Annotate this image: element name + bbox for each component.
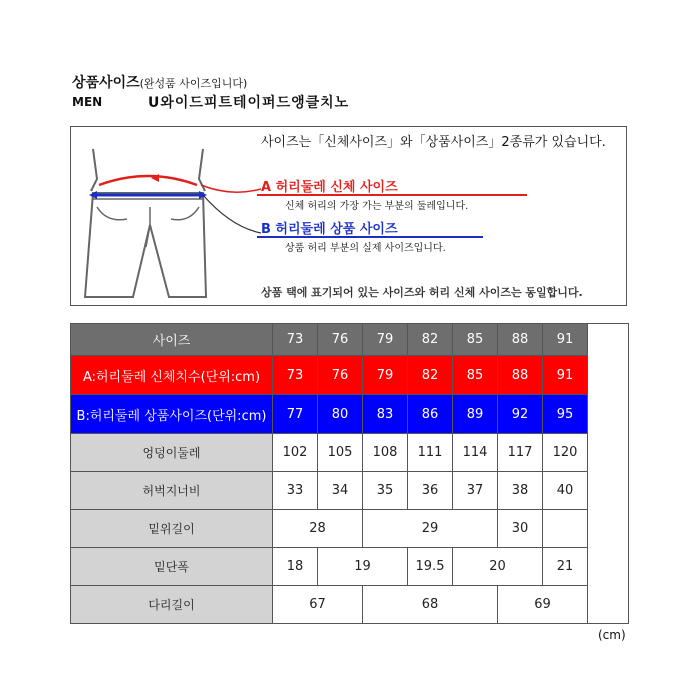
value-cell: 102 [273,434,318,472]
value-cell: 30 [498,510,543,548]
value-cell: 82 [408,356,453,395]
table-row-rise [71,510,629,548]
value-cell: 86 [408,395,453,434]
guide-b-underline [257,235,483,239]
guide-a-description: 신체 허리의 가장 가는 부분의 둘레입니다. [285,201,469,212]
row-label: 다리길이 [71,586,273,624]
table-row-body-size [71,356,629,395]
value-cell: 108 [363,434,408,472]
guide-b-title: B 허리둘레 상품 사이즈 [261,222,398,237]
guide-intro-text: 사이즈는「신체사이즈」와「상품사이즈」2종류가 있습니다. [261,135,606,150]
value-cell: 89 [453,395,498,434]
size-header-cell: 76 [318,324,363,356]
title-sub: (완성품 사이즈입니다) [139,77,248,90]
row-label: 밑단폭 [71,548,273,586]
value-cell: 111 [408,434,453,472]
value-cell: 92 [498,395,543,434]
value-cell: 19 [318,548,408,586]
guide-note: 상품 택에 표기되어 있는 사이즈와 허리 신체 사이즈는 동일합니다. [261,286,583,299]
title-main: 상품사이즈 [72,75,140,91]
value-cell: 105 [318,434,363,472]
size-header-cell: 73 [273,324,318,356]
value-cell: 35 [363,472,408,510]
value-cell: 88 [498,356,543,395]
size-header-cell: 88 [498,324,543,356]
value-cell: 83 [363,395,408,434]
row-label: 허벅지너비 [71,472,273,510]
pants-waist-illustration [71,127,261,307]
value-cell: 85 [453,356,498,395]
value-cell: 80 [318,395,363,434]
product-name: U와이드피트테이퍼드앵클치노 [148,95,350,111]
value-cell: 37 [453,472,498,510]
guide-a-title: A 허리둘레 신체 사이즈 [261,180,398,195]
size-header-cell: 79 [363,324,408,356]
value-cell: 91 [543,356,588,395]
guide-a-underline [257,193,527,197]
value-cell: 76 [318,356,363,395]
table-row-product-size [71,395,629,434]
size-guide-box [70,126,627,306]
value-cell: 38 [498,472,543,510]
blank-cell [588,324,629,624]
value-cell: 36 [408,472,453,510]
table-row-inseam [71,586,629,624]
row-label: 엉덩이둘레 [71,434,273,472]
value-cell: 68 [363,586,498,624]
row-label: 밑위길이 [71,510,273,548]
value-cell: 34 [318,472,363,510]
table-row-thigh [71,472,629,510]
size-table [70,323,629,624]
value-cell: 28 [273,510,363,548]
empty-cell [543,510,588,548]
value-cell: 67 [273,586,363,624]
size-header-cell: 91 [543,324,588,356]
guide-b-description: 상품 허리 부분의 실제 사이즈입니다. [285,243,446,254]
table-row-header [71,324,629,356]
value-cell: 20 [453,548,543,586]
unit-label: (cm) [598,628,626,642]
header-label-cell: 사이즈 [71,324,273,356]
value-cell: 120 [543,434,588,472]
value-cell: 33 [273,472,318,510]
row-label: B:허리둘레 상품사이즈(단위:cm) [71,395,273,434]
value-cell: 21 [543,548,588,586]
gender-label: MEN [72,95,103,109]
value-cell: 40 [543,472,588,510]
value-cell: 19.5 [408,548,453,586]
table-row-hem [71,548,629,586]
value-cell: 73 [273,356,318,395]
page-title [72,72,247,92]
value-cell: 114 [453,434,498,472]
value-cell: 29 [363,510,498,548]
row-label: A:허리둘레 신체치수(단위:cm) [71,356,273,395]
value-cell: 77 [273,395,318,434]
size-header-cell: 82 [408,324,453,356]
value-cell: 95 [543,395,588,434]
value-cell: 117 [498,434,543,472]
value-cell: 69 [498,586,588,624]
value-cell: 18 [273,548,318,586]
value-cell: 79 [363,356,408,395]
table-row-hip [71,434,629,472]
size-header-cell: 85 [453,324,498,356]
